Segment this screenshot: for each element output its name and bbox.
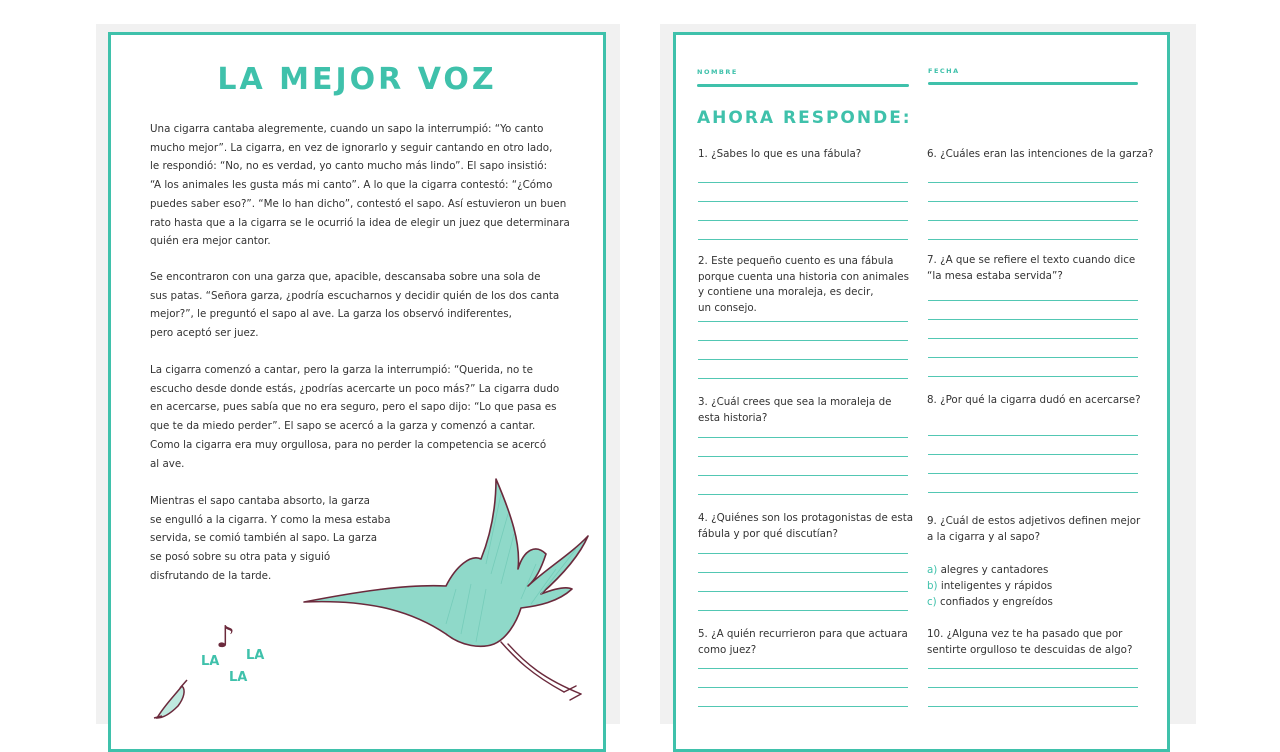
answer-line[interactable] bbox=[698, 239, 908, 240]
option-b[interactable]: b) inteligentes y rápidos bbox=[927, 580, 1053, 592]
answer-line[interactable] bbox=[698, 378, 908, 379]
text-line: escucho desde donde estás, ¿podrías acercarte un poco más?” La cigarra dudo bbox=[150, 382, 560, 395]
date-label: FECHA bbox=[928, 67, 960, 75]
text-line: Como la cigarra era muy orgullosa, para no perder la competencia se acercó bbox=[150, 438, 547, 451]
text-line: 9. ¿Cuál de estos adjetivos definen mejor bbox=[927, 515, 1141, 527]
text-line: disfrutando de la tarde. bbox=[150, 569, 272, 582]
answer-line[interactable] bbox=[698, 475, 908, 476]
text-line: le respondió: “No, no es verdad, yo canto mucho más lindo”. El sapo insistió: bbox=[150, 160, 548, 173]
name-label: NOMBRE bbox=[697, 68, 738, 76]
la-text-3: LA bbox=[229, 670, 248, 685]
question-9-options bbox=[927, 562, 1053, 610]
answer-line[interactable] bbox=[928, 687, 1138, 688]
heron-illustration bbox=[296, 474, 596, 704]
answer-line[interactable] bbox=[928, 706, 1138, 707]
text-line: 3. ¿Cuál crees que sea la moraleja de bbox=[698, 396, 892, 408]
text-line: en acercarse, pues sabía que no era seguro, pero el sapo dijo: “Lo que pasa es bbox=[150, 401, 557, 414]
answer-line[interactable] bbox=[698, 668, 908, 669]
answer-line[interactable] bbox=[928, 454, 1138, 455]
la-text-1: LA bbox=[201, 654, 220, 669]
answer-line[interactable] bbox=[928, 357, 1138, 358]
answer-line[interactable] bbox=[928, 220, 1138, 221]
text-line: al ave. bbox=[150, 457, 185, 470]
answer-line[interactable] bbox=[928, 182, 1138, 183]
question-5 bbox=[698, 627, 918, 658]
answer-line[interactable] bbox=[928, 201, 1138, 202]
question-2 bbox=[698, 254, 918, 316]
text-line: rato hasta que a la cigarra se le ocurrió la idea de elegir un juez que determinara bbox=[150, 216, 570, 229]
text-line: 7. ¿A que se refiere el texto cuando dice bbox=[927, 254, 1136, 266]
answer-line[interactable] bbox=[928, 319, 1138, 320]
text-line: puedes saber eso?”. “Me lo han dicho”, contestó el sapo. Así estuvieron un buen bbox=[150, 197, 567, 210]
question-4 bbox=[698, 511, 918, 542]
answer-line[interactable] bbox=[698, 201, 908, 202]
answer-line[interactable] bbox=[698, 494, 908, 495]
text-line: 4. ¿Quiénes son los protagonistas de esta bbox=[698, 512, 914, 524]
question-9 bbox=[927, 514, 1147, 545]
text-line: Una cigarra cantaba alegremente, cuando un sapo la interrumpió: “Yo canto bbox=[150, 123, 544, 135]
text-line: “A los animales les gusta más mi canto”. A lo que la cigarra contestó: “¿Cómo bbox=[150, 179, 553, 192]
answer-line[interactable] bbox=[928, 300, 1138, 301]
answer-line[interactable] bbox=[928, 338, 1138, 339]
answer-line[interactable] bbox=[698, 456, 908, 457]
text-line: pero aceptó ser juez. bbox=[150, 327, 259, 340]
text-line: se engulló a la cigarra. Y como la mesa estaba bbox=[150, 513, 391, 526]
answer-line[interactable] bbox=[698, 553, 908, 554]
text-line: fábula y por qué discutían? bbox=[698, 527, 838, 540]
text-line: “la mesa estaba servida”? bbox=[927, 269, 1063, 282]
answer-line[interactable] bbox=[698, 437, 908, 438]
worksheet-subtitle: AHORA RESPONDE: bbox=[697, 108, 912, 128]
text-line: 1. ¿Sabes lo que es una fábula? bbox=[698, 148, 862, 160]
answer-line[interactable] bbox=[928, 239, 1138, 240]
story-paragraph-2 bbox=[150, 268, 570, 343]
text-line: La cigarra comenzó a cantar, pero la garza la interrumpió: “Querida, no te bbox=[150, 364, 533, 376]
answer-line[interactable] bbox=[928, 435, 1138, 436]
text-line: sus patas. “Señora garza, ¿podría escucharnos y decidir quién de los dos canta bbox=[150, 289, 560, 302]
question-1 bbox=[698, 147, 918, 163]
text-line: esta historia? bbox=[698, 411, 768, 424]
text-line: que te da miedo perder”. El sapo se acercó a la garza y comenzó a cantar. bbox=[150, 420, 536, 433]
text-line: 5. ¿A quién recurrieron para que actuara bbox=[698, 628, 908, 640]
date-field[interactable] bbox=[928, 82, 1138, 85]
answer-line[interactable] bbox=[698, 610, 908, 611]
text-line: se posó sobre su otra pata y siguió bbox=[150, 551, 331, 564]
text-line: quién era mejor cantor. bbox=[150, 235, 271, 248]
name-field[interactable] bbox=[697, 84, 909, 87]
text-line: 8. ¿Por qué la cigarra dudó en acercarse? bbox=[927, 394, 1141, 406]
answer-line[interactable] bbox=[698, 706, 908, 707]
answer-line[interactable] bbox=[928, 492, 1138, 493]
answer-line[interactable] bbox=[698, 359, 908, 360]
text-line: 10. ¿Alguna vez te ha pasado que por bbox=[927, 628, 1123, 640]
text-line: porque cuenta una historia con animales bbox=[698, 270, 909, 283]
story-title: LA MEJOR VOZ bbox=[217, 62, 497, 97]
text-line: a la cigarra y al sapo? bbox=[927, 530, 1041, 543]
text-line: mejor?”, le preguntó el sapo al ave. La garza los observó indiferentes, bbox=[150, 308, 512, 321]
answer-line[interactable] bbox=[698, 321, 908, 322]
answer-line[interactable] bbox=[698, 220, 908, 221]
la-text-2: LA bbox=[246, 648, 265, 663]
answer-line[interactable] bbox=[928, 473, 1138, 474]
text-line: mucho mejor”. La cigarra, en vez de ignorarlo y seguir cantando en otro lado, bbox=[150, 141, 553, 154]
text-line: un consejo. bbox=[698, 301, 757, 314]
question-8 bbox=[927, 393, 1147, 409]
answer-line[interactable] bbox=[698, 591, 908, 592]
text-line: 2. Este pequeño cuento es una fábula bbox=[698, 255, 894, 267]
answer-line[interactable] bbox=[698, 182, 908, 183]
question-3 bbox=[698, 395, 918, 426]
text-line: Se encontraron con una garza que, apacible, descansaba sobre una sola de bbox=[150, 271, 541, 283]
text-line: 6. ¿Cuáles eran las intenciones de la garza? bbox=[927, 148, 1154, 160]
question-10 bbox=[927, 627, 1147, 658]
answer-line[interactable] bbox=[698, 340, 908, 341]
answer-line[interactable] bbox=[698, 687, 908, 688]
question-7 bbox=[927, 253, 1147, 284]
option-c[interactable]: c) confiados y engreídos bbox=[927, 596, 1053, 608]
text-line: servida, se comió también al sapo. La garza bbox=[150, 532, 378, 545]
text-line: como juez? bbox=[698, 643, 757, 656]
story-paragraph-1 bbox=[150, 120, 570, 251]
text-line: y contiene una moraleja, es decir, bbox=[698, 286, 874, 298]
answer-line[interactable] bbox=[928, 376, 1138, 377]
answer-line[interactable] bbox=[698, 572, 908, 573]
question-6 bbox=[927, 147, 1154, 163]
text-line: Mientras el sapo cantaba absorto, la garza bbox=[150, 495, 370, 507]
answer-line[interactable] bbox=[928, 668, 1138, 669]
story-paragraph-3 bbox=[150, 361, 570, 473]
cricket-illustration bbox=[152, 678, 192, 720]
music-note-icon: ♪ bbox=[216, 620, 236, 655]
text-line: sentirte orgulloso te descuidas de algo? bbox=[927, 643, 1133, 656]
option-a[interactable]: a) alegres y cantadores bbox=[927, 564, 1049, 576]
